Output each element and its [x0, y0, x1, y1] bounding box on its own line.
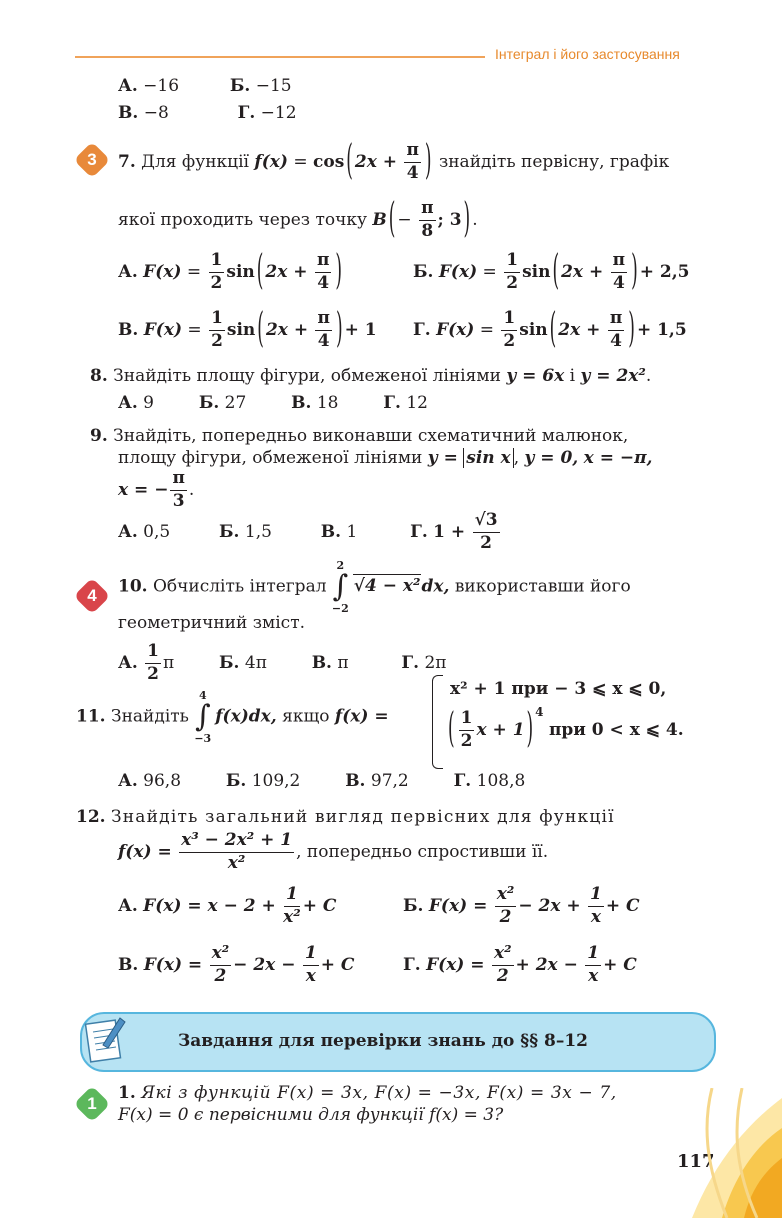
q7-option-v: В. F(x) = $\frac{1}{2}$ sin ( 2x + $\frac{\pi}{4}$ ) + 1 — [118, 305, 377, 354]
q12-option-b: Б. F(x) = $\frac{\text{x²}}{2}$ − 2x + $\frac{1}{x}$ + C — [403, 884, 640, 927]
q7-line2: якої проходить через точку B ( − $\frac{\pi}{8}$ ; 3 ) . — [118, 195, 478, 244]
q11-answers: А. 96,8 Б. 109,2 В. 97,2 Г. 108,8 — [118, 771, 526, 791]
running-header: Інтеграл і його застосування — [495, 46, 680, 62]
q12-option-a: А. F(x) = x − 2 + $\frac{1}{\text{x²}}$ + C — [118, 884, 337, 927]
q7-option-b: Б. F(x) = $\frac{1}{2}$ sin ( 2x + $\frac{\pi}{4}$ ) + 2,5 — [413, 247, 690, 296]
q7-option-a: А. F(x) = $\frac{1}{2}$ sin ( 2x + $\frac{\pi}{4}$ ) — [118, 247, 343, 296]
banner-title: Завдання для перевірки знань до §§ 8–12 — [178, 1031, 588, 1051]
q9-line2: площу фігури, обмеженої лініями y = sin x , y = 0, x = −π, — [118, 448, 653, 468]
q7-option-g: Г. F(x) = $\frac{1}{2}$ sin ( 2x + $\frac{\pi}{4}$ ) + 1,5 — [413, 305, 687, 354]
check1-line2: F(x) = 0 є первісними для функції f(x) = 3? — [118, 1105, 504, 1125]
q8-question: 8. Знайдіть площу фігури, обмеженої лініями y = 6x і y = 2x². — [90, 366, 652, 386]
q10-line1: 10. Обчисліть інтеграл 2 ∫ −2 √4 − x²dx, використавши його — [118, 559, 631, 615]
q12-line2: f(x) = $\frac{\text{x³ − 2x² + 1}}{\text{x²}}$ , попередньо спростивши її. — [118, 830, 549, 873]
q6-answers-row1: А. −16 Б. −15 — [118, 76, 292, 96]
q10-line2: геометричний зміст. — [118, 613, 305, 633]
level-badge-4-number: 4 — [87, 586, 97, 605]
corner-decoration — [632, 1088, 782, 1218]
q8-answers: А. 9 Б. 27 В. 18 Г. 12 — [118, 393, 428, 413]
q9-line1: 9. Знайдіть, попередньо виконавши схематичний малюнок, — [90, 426, 629, 446]
q12-line1: 12. Знайдіть загальний вигляд первісних для функції — [76, 807, 615, 827]
q10-answers: А. $\frac{1}{2}$ π Б. 4π В. π Г. 2π — [118, 641, 447, 684]
page-number: 117 — [677, 1151, 715, 1172]
q11-question: 11. Знайдіть 4 ∫ −3 f(x)dx, якщо f(x) = — [76, 689, 389, 745]
level-badge-3-number: 3 — [87, 150, 97, 169]
notebook-pencil-icon — [82, 1012, 128, 1068]
q9-line3: x = − $\frac{\pi}{3}$ . — [118, 468, 195, 511]
header-rule — [75, 56, 485, 58]
q7-line1: 7. Для функції f(x) = cos ( 2x + $\frac{\pi}{4}$ ) знайдіть первісну, графік — [118, 137, 670, 186]
q6-answers-row2: В. −8 Г. −12 — [118, 103, 297, 123]
q11-case1: x² + 1 при − 3 ⩽ x ⩽ 0, — [450, 679, 667, 699]
q12-option-g: Г. F(x) = $\frac{\text{x²}}{2}$ + 2x − $\frac{1}{x}$ + C — [403, 943, 637, 986]
q9-answers: А. 0,5 Б. 1,5 В. 1 Г. 1 + $\frac{√3}{2}$ — [118, 510, 498, 553]
piecewise-brace — [432, 675, 443, 769]
q12-option-v: В. F(x) = $\frac{\text{x²}}{2}$ − 2x − $\frac{1}{x}$ + C — [118, 943, 355, 986]
q11-case2: ( $\frac{1}{2}$ x + 1 ) $^4$ при 0 < x ⩽ 4. — [448, 705, 684, 754]
check1-line1: 1. Які з функцій F(x) = 3x, F(x) = −3x, F(x) = 3x − 7, — [118, 1083, 617, 1103]
level-badge-1-number: 1 — [87, 1094, 97, 1113]
